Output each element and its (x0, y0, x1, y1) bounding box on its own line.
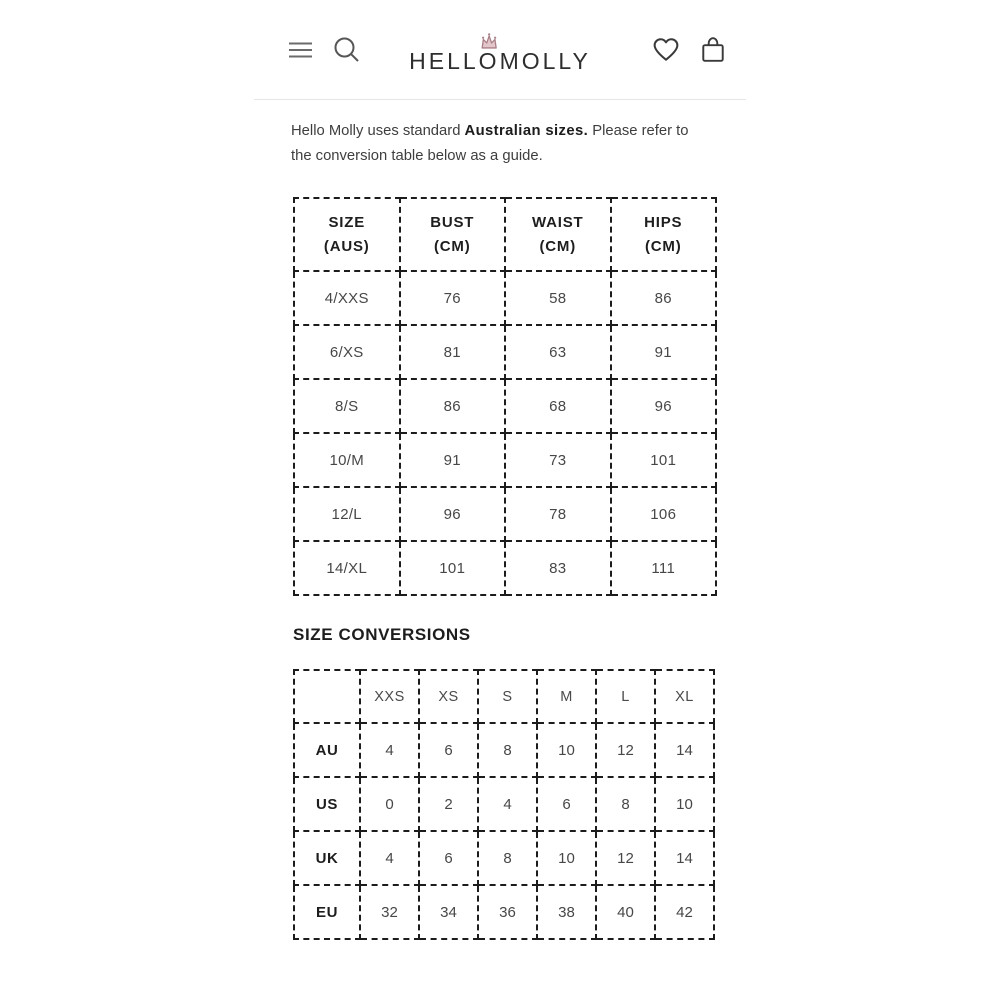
column-header-xxs: XXS (360, 670, 419, 723)
bust-cell: 91 (400, 433, 506, 487)
value-cell: 38 (537, 885, 596, 939)
shopping-bag-icon (700, 36, 726, 63)
value-cell: 14 (655, 831, 714, 885)
wishlist-button[interactable] (650, 35, 682, 64)
value-cell: 32 (360, 885, 419, 939)
column-header-hips-cm: HIPS (CM) (611, 198, 717, 271)
measurements-table (293, 197, 717, 596)
corner-cell (294, 670, 360, 723)
intro-text-bold: Australian sizes. (464, 123, 589, 139)
search-button[interactable] (331, 34, 362, 65)
value-cell: 14 (655, 723, 714, 777)
waist-cell: 58 (505, 271, 611, 325)
table-row (294, 541, 716, 595)
table-row-us (294, 777, 714, 831)
waist-cell: 73 (505, 433, 611, 487)
table-row (294, 487, 716, 541)
row-label: UK (294, 831, 360, 885)
row-label: US (294, 777, 360, 831)
bust-cell: 86 (400, 379, 506, 433)
page (254, 0, 746, 940)
column-header-l: L (596, 670, 655, 723)
value-cell: 0 (360, 777, 419, 831)
row-label: EU (294, 885, 360, 939)
table-row (294, 325, 716, 379)
header-left-group (286, 34, 362, 65)
value-cell: 8 (596, 777, 655, 831)
logo-text: HELLOMOLLY (409, 47, 591, 74)
value-cell: 6 (419, 831, 478, 885)
hips-cell: 101 (611, 433, 717, 487)
size-cell: 6/XS (294, 325, 400, 379)
value-cell: 10 (537, 831, 596, 885)
table-row (294, 379, 716, 433)
column-header-xl: XL (655, 670, 714, 723)
value-cell: 12 (596, 723, 655, 777)
heart-icon (652, 37, 680, 62)
size-cell: 8/S (294, 379, 400, 433)
value-cell: 40 (596, 885, 655, 939)
intro-text (291, 119, 695, 169)
intro-text-after: Please refer to the conversion table below as a guide. (291, 123, 689, 164)
crown-icon (478, 31, 500, 50)
table-row-uk (294, 831, 714, 885)
search-icon (333, 36, 360, 63)
value-cell: 10 (655, 777, 714, 831)
conversions-table (293, 669, 715, 940)
value-cell: 10 (537, 723, 596, 777)
size-conversions-heading: SIZE CONVERSIONS (293, 625, 471, 644)
value-cell: 8 (478, 723, 537, 777)
hips-cell: 86 (611, 271, 717, 325)
value-cell: 6 (537, 777, 596, 831)
column-header-bust-cm: BUST (CM) (400, 198, 506, 271)
menu-icon (288, 39, 313, 61)
value-cell: 42 (655, 885, 714, 939)
waist-cell: 78 (505, 487, 611, 541)
size-cell: 4/XXS (294, 271, 400, 325)
bust-cell: 81 (400, 325, 506, 379)
measurements-header-row (294, 198, 716, 271)
value-cell: 6 (419, 723, 478, 777)
bust-cell: 76 (400, 271, 506, 325)
value-cell: 2 (419, 777, 478, 831)
value-cell: 4 (478, 777, 537, 831)
column-header-size-aus: SIZE (AUS) (294, 198, 400, 271)
conversions-header-row (294, 670, 714, 723)
size-cell: 12/L (294, 487, 400, 541)
column-header-m: M (537, 670, 596, 723)
column-header-s: S (478, 670, 537, 723)
column-header-xs: XS (419, 670, 478, 723)
hips-cell: 91 (611, 325, 717, 379)
table-row (294, 271, 716, 325)
size-cell: 14/XL (294, 541, 400, 595)
value-cell: 12 (596, 831, 655, 885)
value-cell: 4 (360, 723, 419, 777)
table-row (294, 433, 716, 487)
size-cell: 10/M (294, 433, 400, 487)
cart-button[interactable] (698, 34, 728, 65)
value-cell: 34 (419, 885, 478, 939)
table-row-au (294, 723, 714, 777)
bust-cell: 101 (400, 541, 506, 595)
value-cell: 4 (360, 831, 419, 885)
hips-cell: 106 (611, 487, 717, 541)
row-label: AU (294, 723, 360, 777)
waist-cell: 63 (505, 325, 611, 379)
value-cell: 36 (478, 885, 537, 939)
header-right-group (650, 34, 728, 65)
menu-button[interactable] (286, 37, 315, 63)
header (254, 0, 746, 100)
intro-text-before: Hello Molly uses standard (291, 123, 465, 139)
hips-cell: 96 (611, 379, 717, 433)
table-row-eu (294, 885, 714, 939)
hips-cell: 111 (611, 541, 717, 595)
waist-cell: 68 (505, 379, 611, 433)
waist-cell: 83 (505, 541, 611, 595)
column-header-waist-cm: WAIST (CM) (505, 198, 611, 271)
logo[interactable] (409, 31, 591, 74)
value-cell: 8 (478, 831, 537, 885)
bust-cell: 96 (400, 487, 506, 541)
